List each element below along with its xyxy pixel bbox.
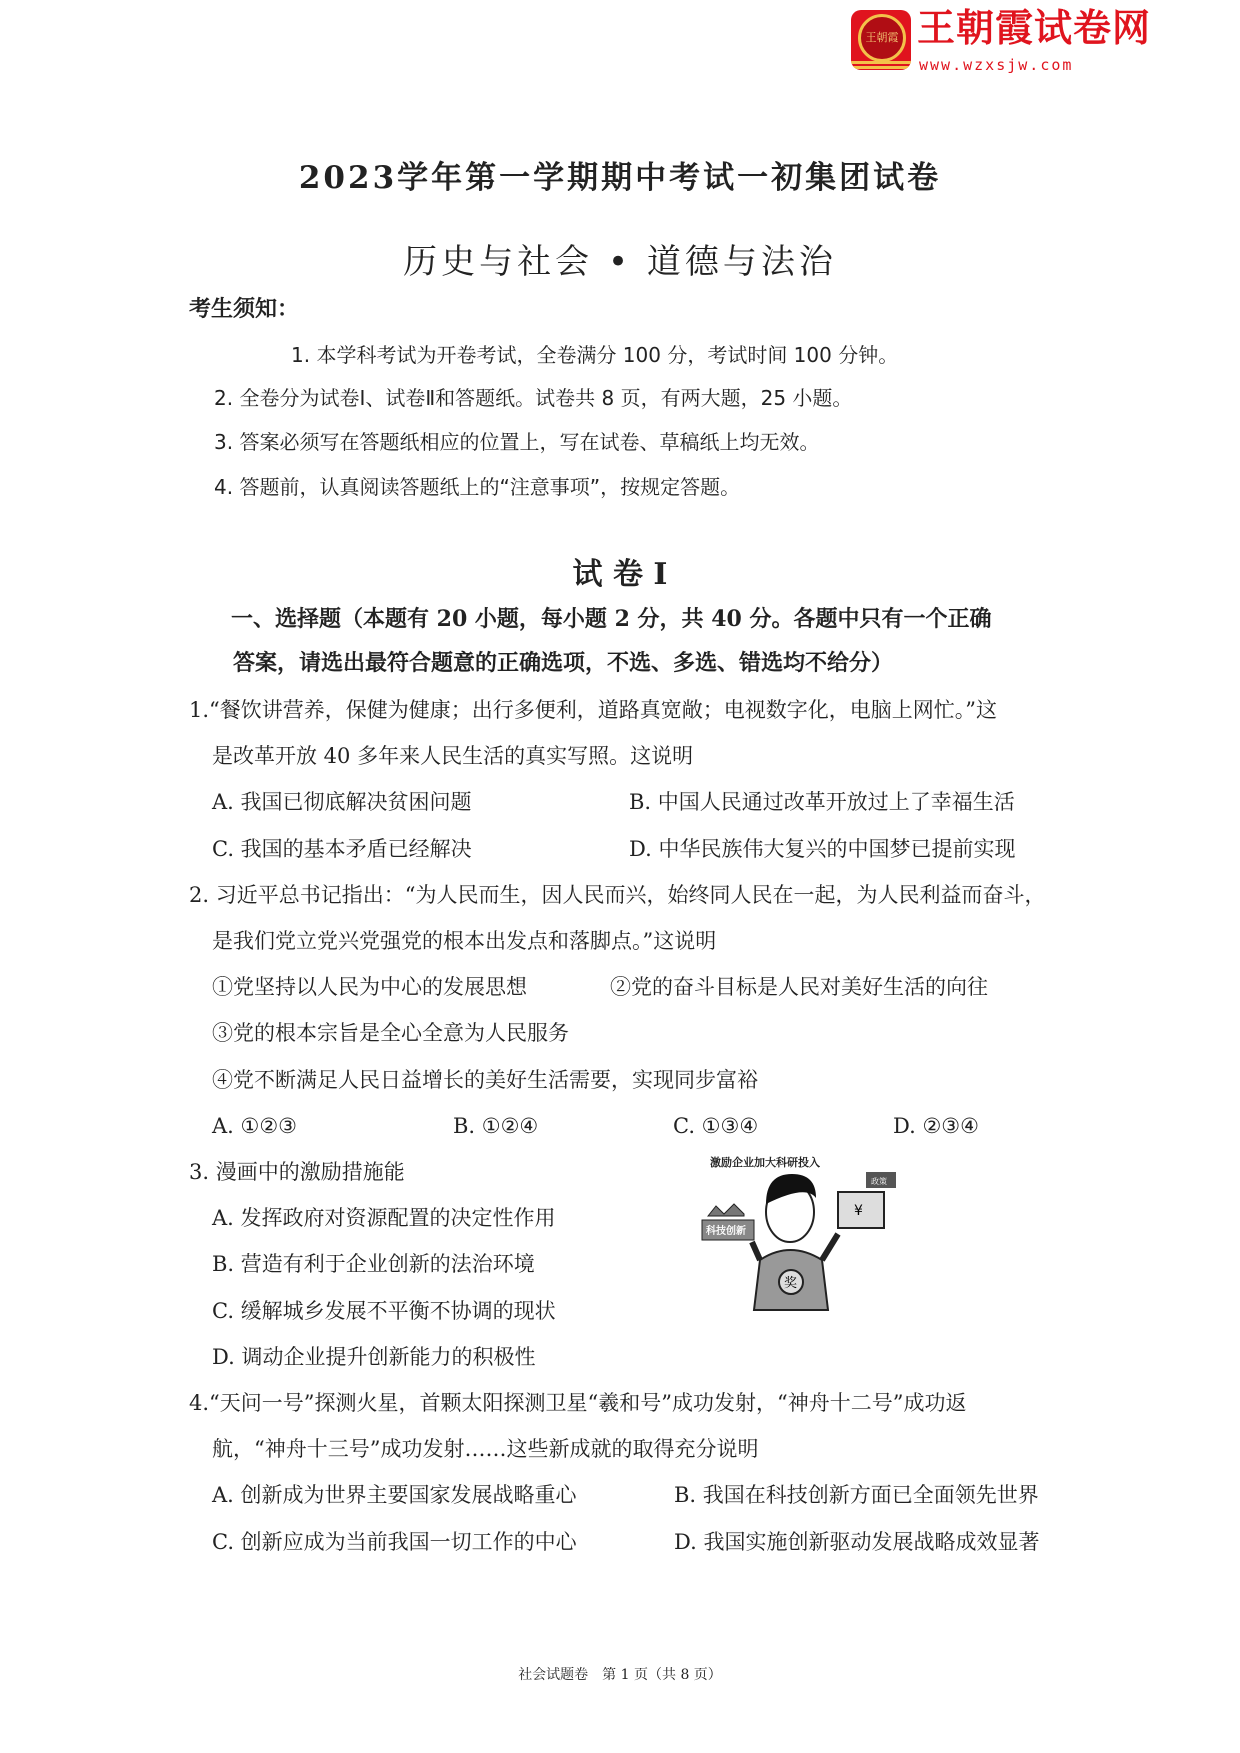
option: D. 调动企业提升创新能力的积极性 — [212, 1345, 536, 1369]
notice-item: 3. 答案必须写在答题纸相应的位置上，写在试卷、草稿纸上均无效。 — [214, 430, 820, 454]
statement: ④党不断满足人民日益增长的美好生活需要，实现同步富裕 — [212, 1068, 758, 1092]
question-stem: 1.“餐饮讲营养，保健为健康；出行多便利，道路真宽敞；电视数字化，电脑上网忙。”这 — [189, 698, 998, 722]
comic-illustration — [690, 1150, 900, 1325]
question-stem: 是我们党立党兴党强党的根本出发点和落脚点。”这说明 — [212, 929, 717, 953]
section-heading: 一、选择题（本题有 20 小题，每小题 2 分，共 40 分。各题中只有一个正确 — [231, 606, 992, 632]
option: B. 营造有利于企业创新的法治环境 — [212, 1252, 535, 1276]
option: A. 发挥政府对资源配置的决定性作用 — [212, 1206, 556, 1230]
notice-item: 2. 全卷分为试卷Ⅰ、试卷Ⅱ和答题纸。试卷共 8 页，有两大题，25 小题。 — [214, 386, 853, 410]
exam-subtitle: 历史与社会 • 道德与法治 — [403, 242, 837, 282]
option: C. 创新应成为当前我国一切工作的中心 — [212, 1530, 577, 1554]
option: A. 我国已彻底解决贫困问题 — [212, 790, 472, 814]
question-stem: 3. 漫画中的激励措施能 — [189, 1160, 405, 1184]
option: C. 我国的基本矛盾已经解决 — [212, 837, 472, 861]
option: C. 缓解城乡发展不平衡不协调的现状 — [212, 1299, 556, 1323]
part-heading: 试 卷 Ⅰ — [572, 557, 668, 592]
option: D. 我国实施创新驱动发展战略成效显著 — [674, 1530, 1040, 1554]
question-stem: 4.“天问一号”探测火星，首颗太阳探测卫星“羲和号”成功发射，“神舟十二号”成功返 — [189, 1391, 967, 1415]
page-footer: 社会试题卷 第 1 页（共 8 页） — [518, 1667, 722, 1683]
comic-sign-text: 科技创新 — [706, 1226, 746, 1237]
exam-title: 2023学年第一学期期中考试一初集团试卷 — [298, 160, 942, 196]
option: B. ①②④ — [453, 1114, 539, 1138]
comic-medal-text: 奖 — [784, 1276, 798, 1291]
question-stem: 是改革开放 40 多年来人民生活的真实写照。这说明 — [212, 744, 694, 768]
comic-money-text: ¥ — [854, 1203, 863, 1219]
option: C. ①③④ — [673, 1114, 759, 1138]
site-logo — [851, 6, 1181, 76]
logo-badge-icon: 王朝霞 — [851, 10, 911, 70]
option: A. 创新成为世界主要国家发展战略重心 — [212, 1483, 577, 1507]
logo-url: www.wzxsjw.com — [919, 56, 1074, 74]
notice-item: 1. 本学科考试为开卷考试，全卷满分 100 分，考试时间 100 分钟。 — [291, 343, 899, 367]
notice-item: 4. 答题前，认真阅读答题纸上的“注意事项”，按规定答题。 — [214, 475, 741, 499]
option: B. 中国人民通过改革开放过上了幸福生活 — [629, 790, 1015, 814]
option: A. ①②③ — [212, 1114, 297, 1138]
option: D. ②③④ — [893, 1114, 979, 1138]
option: D. 中华民族伟大复兴的中国梦已提前实现 — [629, 837, 1016, 861]
section-heading: 答案，请选出最符合题意的正确选项，不选、多选、错选均不给分） — [233, 650, 894, 676]
question-stem: 2. 习近平总书记指出：“为人民而生，因人民而兴，始终同人民在一起，为人民利益而奋斗， — [189, 883, 1046, 907]
question-stem: 航，“神舟十三号”成功发射……这些新成就的取得充分说明 — [212, 1437, 759, 1461]
statement: ③党的根本宗旨是全心全意为人民服务 — [212, 1021, 569, 1045]
comic-caption: 激励企业加大科研投入 — [710, 1156, 820, 1169]
option: B. 我国在科技创新方面已全面领先世界 — [674, 1483, 1039, 1507]
comic-card-text: 政策 — [871, 1177, 887, 1186]
statement: ①党坚持以人民为中心的发展思想 — [212, 975, 527, 999]
notice-heading: 考生须知： — [189, 296, 300, 322]
statement: ②党的奋斗目标是人民对美好生活的向往 — [610, 975, 988, 999]
logo-name: 王朝霞试卷网 — [917, 6, 1152, 50]
